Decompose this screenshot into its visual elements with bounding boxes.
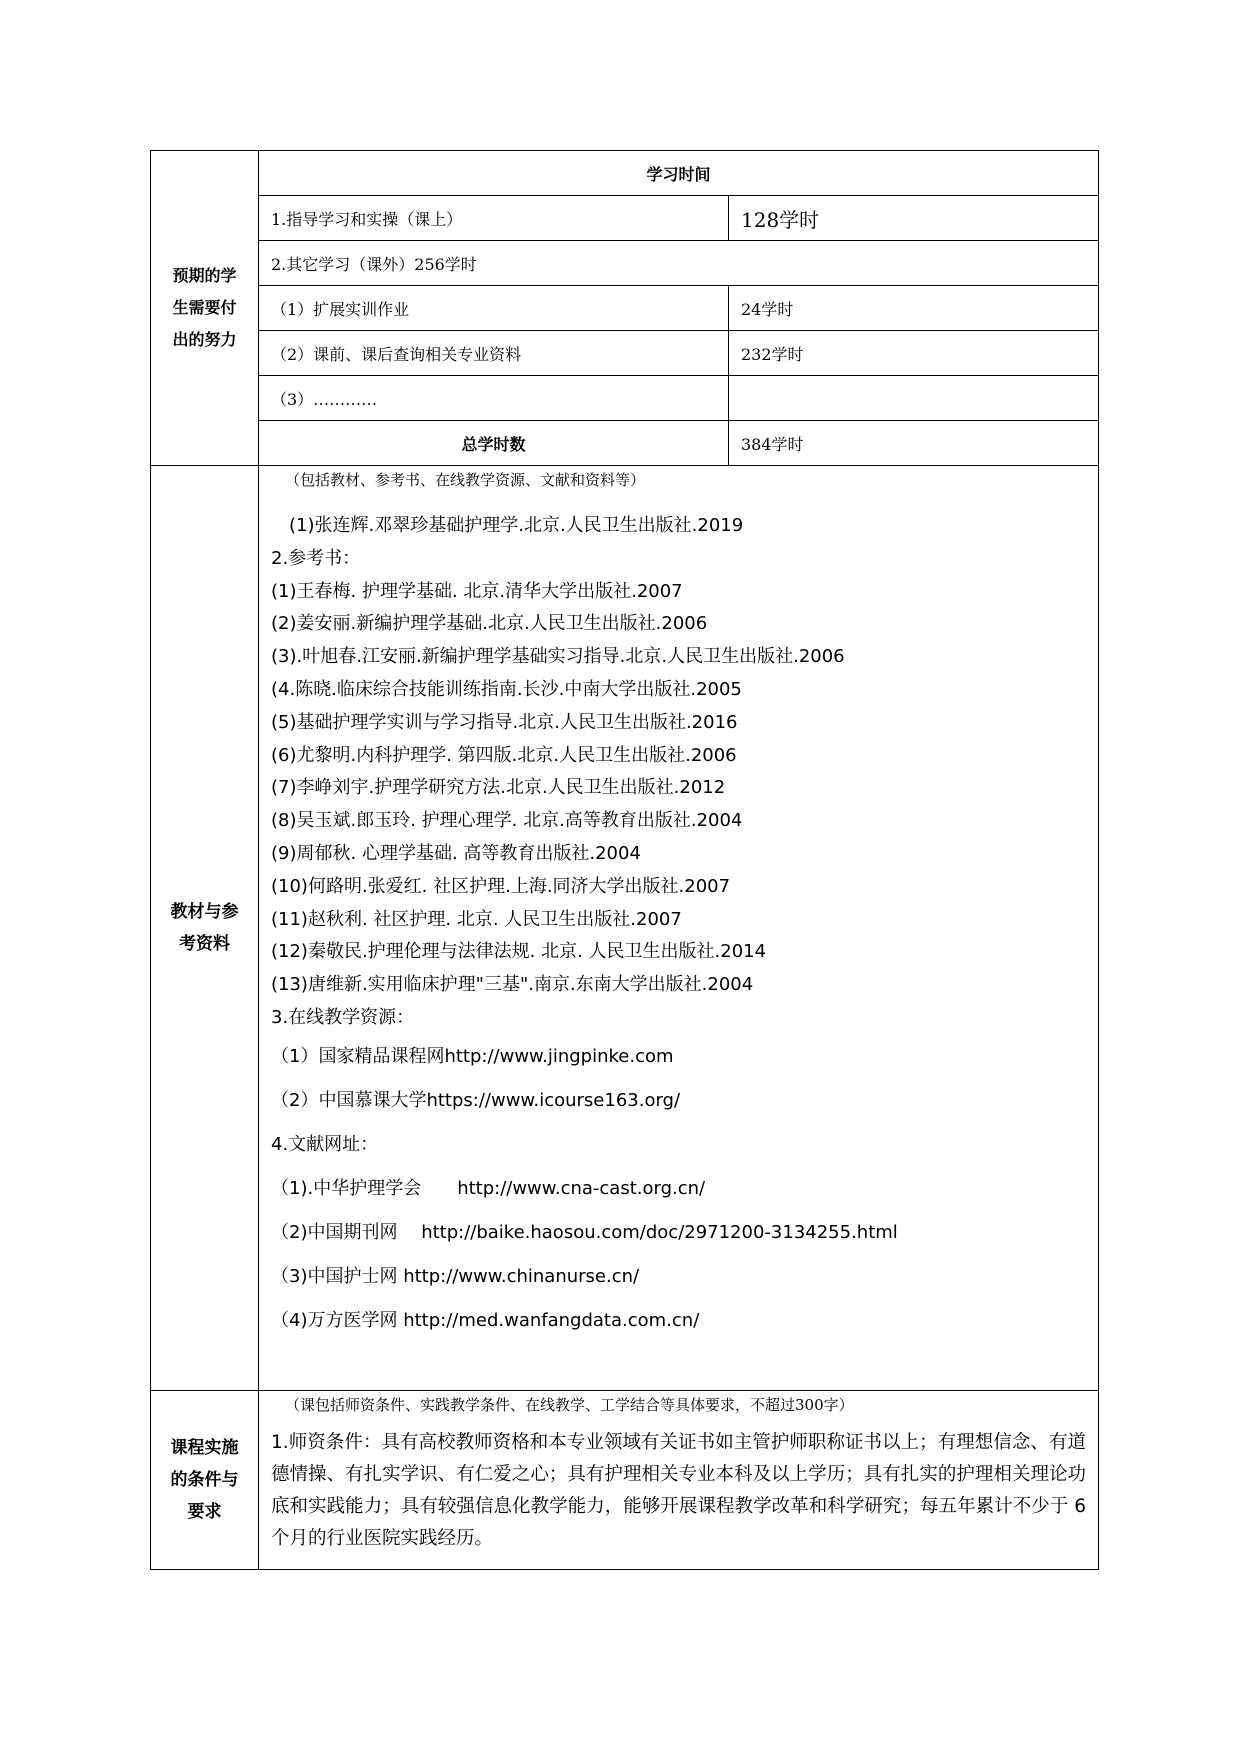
- reference-entry: (2)姜安丽.新编护理学基础.北京.人民卫生出版社.2006: [271, 613, 708, 635]
- effort-row-label: （1）扩展实训作业: [259, 286, 729, 331]
- study-time-title-row: [151, 151, 1099, 196]
- effort-header-line: 预期的学: [172, 266, 237, 285]
- materials-header-line: 考资料: [179, 934, 230, 954]
- literature-link[interactable]: （2)中国期刊网 http://baike.haosou.com/doc/2971200-3134255.html: [271, 1221, 898, 1243]
- materials-note: （包括教材、参考书、在线教学资源、文献和资料等）: [285, 471, 646, 489]
- total-hours-value: 384学时: [729, 421, 1099, 466]
- effort-row: [151, 331, 1099, 376]
- implementation-row: [151, 1391, 1099, 1570]
- effort-row-label: 2.其它学习（课外）256学时: [259, 241, 1099, 286]
- effort-row-value: [729, 376, 1099, 421]
- effort-row-label: 1.指导学习和实操（课上）: [259, 196, 729, 241]
- implementation-content: [259, 1391, 1099, 1570]
- effort-row: [151, 286, 1099, 331]
- effort-row: [151, 241, 1099, 286]
- reference-entry: (5)基础护理学实训与学习指导.北京.人民卫生出版社.2016: [271, 711, 738, 733]
- literature-title: 4.文献网址：: [271, 1133, 379, 1155]
- reference-entry: (6)尤黎明.内科护理学. 第四版.北京.人民卫生出版社.2006: [271, 744, 737, 766]
- materials-header: [151, 466, 259, 1391]
- effort-row-value: 24学时: [729, 286, 1099, 331]
- references-list: [271, 576, 1086, 1002]
- materials-header-line: 教材与参: [170, 902, 239, 922]
- reference-entry: (7)李峥刘宇.护理学研究方法.北京.人民卫生出版社.2012: [271, 777, 726, 799]
- materials-row: [151, 466, 1099, 1391]
- reference-entry: (3).叶旭春.江安丽.新编护理学基础实习指导.北京.人民卫生出版社.2006: [271, 646, 845, 668]
- reference-entry: (9)周郁秋. 心理学基础. 高等教育出版社.2004: [271, 842, 641, 864]
- total-hours-label: 总学时数: [259, 421, 729, 466]
- online-resource-link[interactable]: （2）中国慕课大学https://www.icourse163.org/: [271, 1089, 681, 1111]
- course-info-table: [150, 150, 1099, 1570]
- effort-row: [151, 376, 1099, 421]
- references-title: 2.参考书：: [271, 547, 361, 569]
- literature-link[interactable]: （4)万方医学网 http://med.wanfangdata.com.cn/: [271, 1309, 700, 1331]
- effort-row: [151, 196, 1099, 241]
- reference-entry: (8)吴玉斌.郎玉玲. 护理心理学. 北京.高等教育出版社.2004: [271, 810, 743, 832]
- implementation-header-line: 课程实施: [170, 1438, 239, 1458]
- implementation-header-line: 的条件与: [170, 1470, 239, 1490]
- reference-entry: (10)何路明.张爱红. 社区护理.上海.同济大学出版社.2007: [271, 875, 731, 897]
- effort-header-line: 出的努力: [172, 330, 237, 349]
- materials-content: [259, 466, 1099, 1391]
- reference-entry: (11)赵秋利. 社区护理. 北京. 人民卫生出版社.2007: [271, 908, 682, 930]
- literature-link[interactable]: （3)中国护士网 http://www.chinanurse.cn/: [271, 1265, 640, 1287]
- effort-row-label: （3）…………: [259, 376, 729, 421]
- textbook-entry: (1)张连辉.邓翠珍基础护理学.北京.人民卫生出版社.2019: [289, 515, 744, 536]
- implementation-header: [151, 1391, 259, 1570]
- effort-header: [151, 151, 259, 466]
- implementation-note: （课包括师资条件、实践教学条件、在线教学、工学结合等具体要求，不超过300字）: [285, 1396, 854, 1414]
- effort-header-line: 生需要付: [172, 298, 237, 317]
- implementation-header-line: 要求: [187, 1502, 222, 1522]
- online-resource-link[interactable]: （1）国家精品课程网http://www.jingpinke.com: [271, 1045, 674, 1067]
- reference-entry: (1)王春梅. 护理学基础. 北京.清华大学出版社.2007: [271, 580, 683, 602]
- study-time-title: 学习时间: [259, 151, 1099, 196]
- effort-total-row: [151, 421, 1099, 466]
- reference-entry: (13)唐维新.实用临床护理"三基".南京.东南大学出版社.2004: [271, 974, 754, 996]
- implementation-text: 1.师资条件：具有高校教师资格和本专业领域有关证书如主管护师职称证书以上；有理想信念、有道德情操、有扎实学识、有仁爱之心；具有护理相关专业本科及以上学历；具有扎实的护理相关理论功底和实践能力；具有较强信息化教学能力，能够开展课程教学改革和科学研究；每五年累计不少于 6 个月的行业医院实践经历。: [271, 1432, 1087, 1549]
- effort-row-label: （2）课前、课后查询相关专业资料: [259, 331, 729, 376]
- effort-row-value: 128学时: [729, 196, 1099, 241]
- online-resources-title: 3.在线教学资源：: [271, 1006, 415, 1028]
- reference-entry: (4.陈晓.临床综合技能训练指南.长沙.中南大学出版社.2005: [271, 678, 742, 700]
- literature-link[interactable]: （1).中华护理学会 http://www.cna-cast.org.cn/: [271, 1177, 706, 1199]
- effort-row-value: 232学时: [729, 331, 1099, 376]
- reference-entry: (12)秦敬民.护理伦理与法律法规. 北京. 人民卫生出版社.2014: [271, 941, 767, 963]
